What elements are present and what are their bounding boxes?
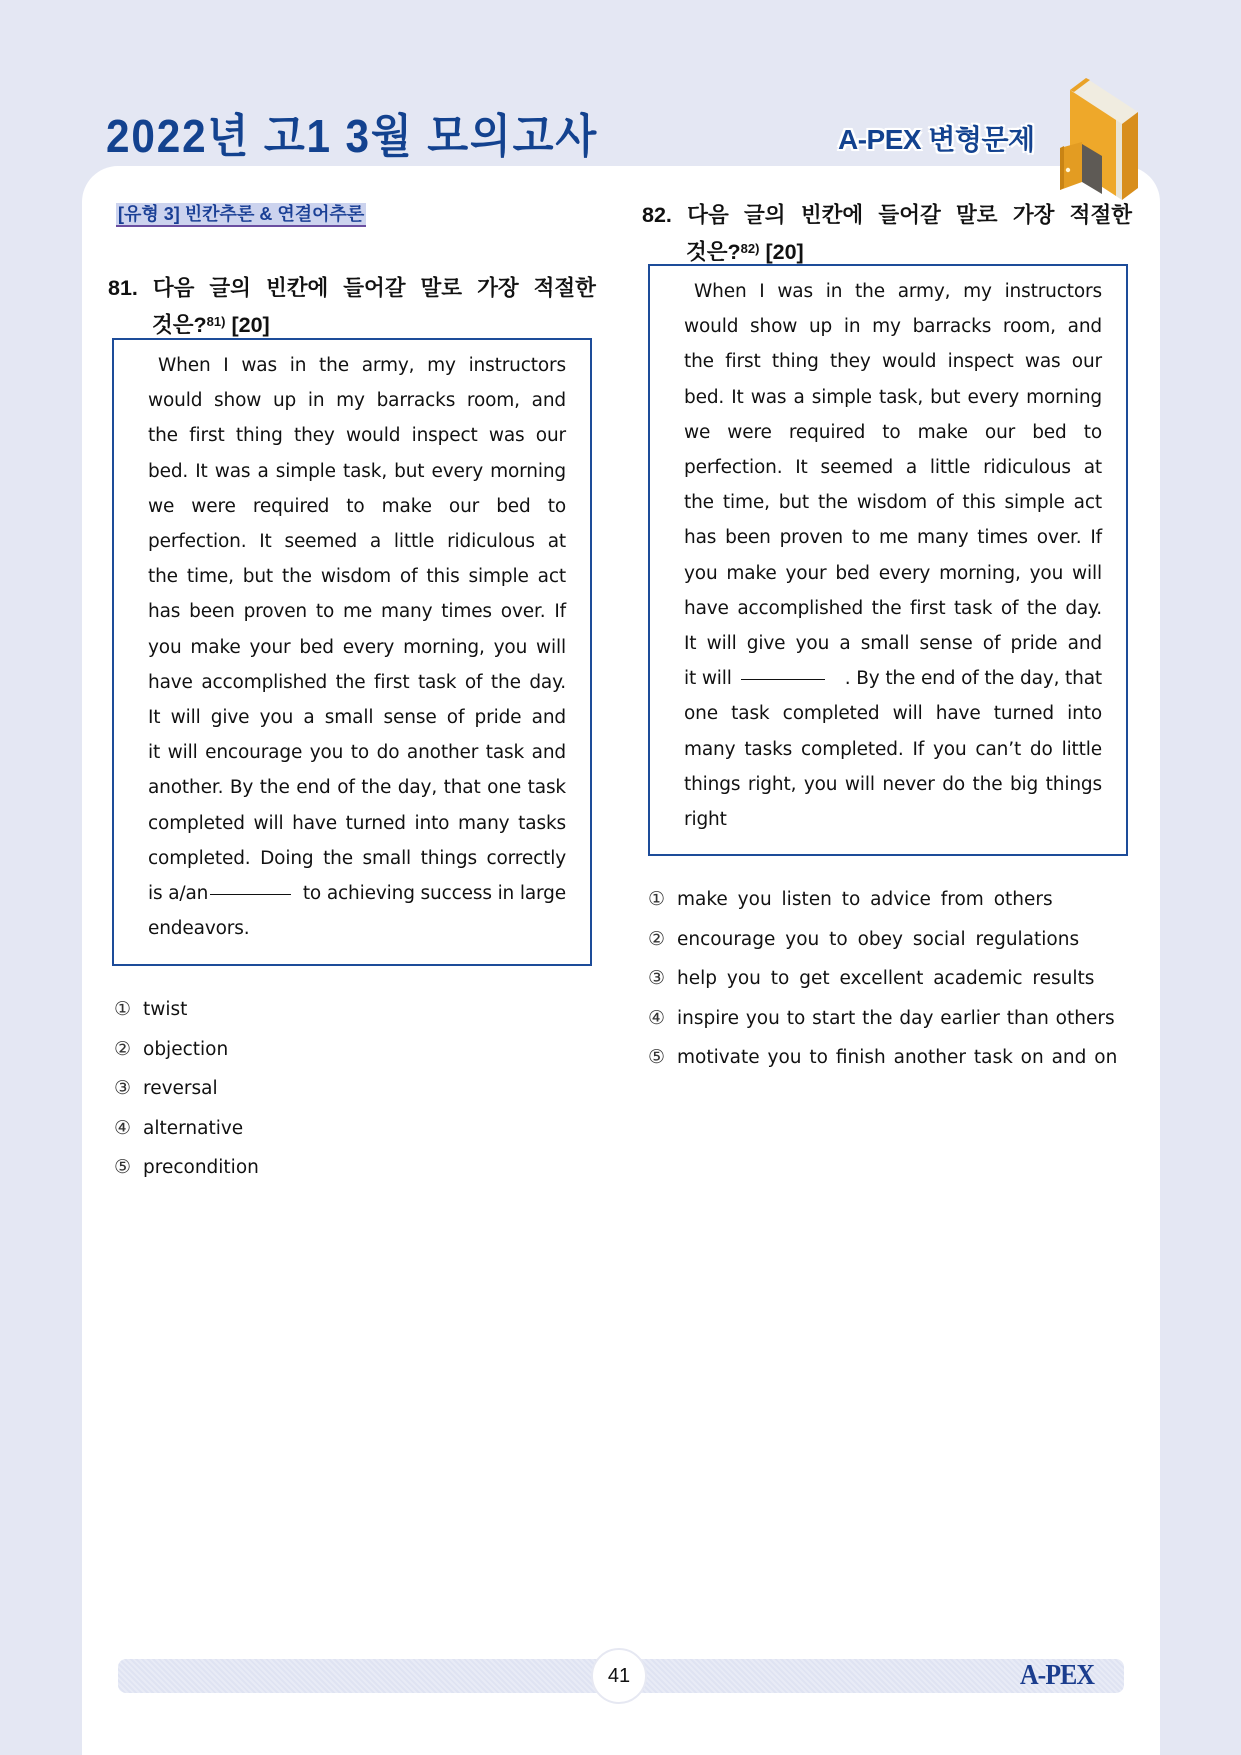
option-4[interactable]: ④ inspire you to start the day earlier than others [648,1006,1115,1029]
brand-label: A-PEX 변형문제 [838,124,1035,155]
page-number: 41 [591,1648,647,1704]
question-82-options [648,880,1132,1078]
footnote-ref[interactable]: 81) [206,314,226,329]
question-82-passage: When I was in the army, my instructors would show up in my barracks room, and the first thing they would inspect was our bed. It was a simple task, but every morning we were required to make our bed to perfection. It seemed a little ridiculous at the time, but the wisdom of this simple act has been proven to me many times over. If you make your bed every morning, you will have accomplished the first task of the day. It will give you a small sense of pride and it will . By the end of the day, that one task completed will have turned into many tasks completed. If you can’t do little things right, you will never do the big things right [648,264,1128,856]
question-number: 81. [108,276,138,300]
option-5[interactable]: ⑤ motivate you to finish another task on and on [648,1046,1118,1069]
question-82-title: 82. 다음 글의 빈칸에 들어갈 말로 가장 적절한 것은?$^{82)}$ [20] [642,199,1132,269]
answer-blank [210,876,291,895]
option-3[interactable]: ③ reversal [114,1077,218,1100]
points-label: [20] [765,240,804,264]
page-title: 2022년 고1 3월 모의고사 [106,110,599,162]
question-81-passage: When I was in the army, my instructors would show up in my barracks room, and the first thing they would inspect was our bed. It was a simple task, but every morning we were required to make our bed to perfection. It seemed a little ridiculous at the time, but the wisdom of this simple act has been proven to me many times over. If you make your bed every morning, you will have accomplished the first task of the day. It will give you a small sense of pride and it will encourage you to do another task and another. By the end of the day, that one task completed will have turned into many tasks completed. Doing the small things correctly is a/an to achieving success in large endeavors. [112,338,592,966]
points-label: [20] [231,313,270,337]
footer-logo: A-PEX [1020,1660,1095,1691]
question-81-options [114,990,259,1188]
option-2[interactable]: ② objection [114,1037,229,1060]
question-81-title: 81. 다음 글의 빈칸에 들어갈 말로 가장 적절한 것은?$^{81)}$ [20] [108,272,596,342]
answer-blank [741,661,825,680]
option-5[interactable]: ⑤ precondition [114,1156,259,1179]
footnote-ref[interactable]: 82) [740,241,760,256]
option-1[interactable]: ① make you listen to advice from others [648,888,1053,910]
open-book-door-icon [1050,76,1146,200]
option-1[interactable]: ① twist [114,998,188,1020]
section-tag: [유형 3] 빈칸추론 & 연결어추론 [116,203,366,227]
option-4[interactable]: ④ alternative [114,1116,244,1139]
question-number: 82. [642,203,672,227]
option-2[interactable]: ② encourage you to obey social regulations [648,927,1080,950]
option-3[interactable]: ③ help you to get excellent academic results [648,967,1095,990]
